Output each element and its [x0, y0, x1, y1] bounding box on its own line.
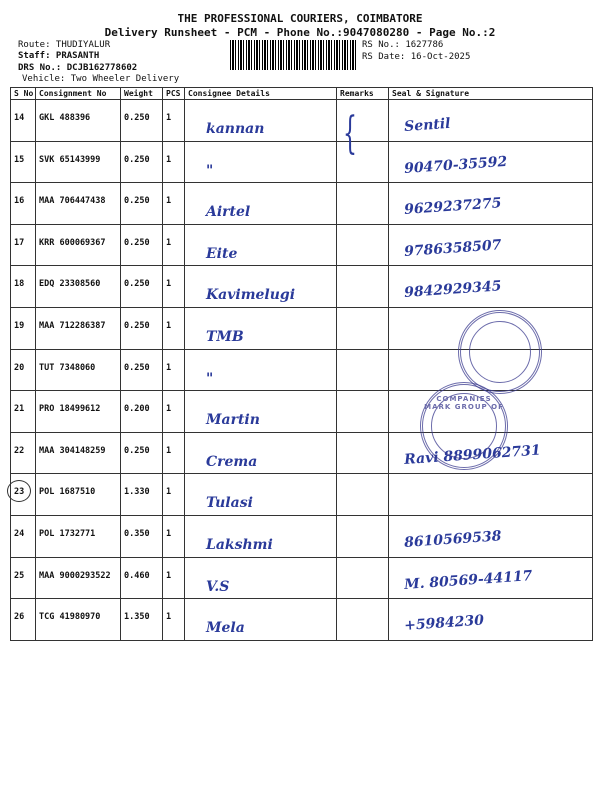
consignee-cell — [185, 307, 337, 349]
signature-handwriting: Ravi 8899062731 — [403, 442, 542, 468]
consignee-handwriting: Tulasi — [206, 495, 253, 512]
col-consignment: Consignment No — [36, 88, 121, 100]
rs-number: RS No.: 1627786 — [362, 40, 444, 50]
pcs-cell: 1 — [163, 349, 185, 391]
col-pcs: PCS — [163, 88, 185, 100]
weight-cell: 0.250 — [121, 349, 163, 391]
pcs-cell: 1 — [163, 474, 185, 516]
signature-cell — [389, 224, 593, 266]
consignee-handwriting: kannan — [206, 121, 265, 137]
signature-handwriting: M. 80569-44117 — [403, 567, 533, 593]
consignee-handwriting: Martin — [206, 412, 260, 429]
signature-handwriting: 9786358507 — [403, 237, 502, 260]
table-row — [11, 599, 593, 641]
rs-date: RS Date: 16-Oct-2025 — [362, 52, 471, 62]
pcs-cell: 1 — [163, 224, 185, 266]
consignment-cell: POL 1687510 — [36, 474, 121, 516]
remarks-cell — [337, 474, 389, 516]
consignee-handwriting: Eite — [206, 245, 238, 262]
signature-cell — [389, 599, 593, 641]
col-weight: Weight — [121, 88, 163, 100]
signature-handwriting: 9629237275 — [403, 195, 502, 219]
staff-label: Staff: PRASANTH — [18, 51, 100, 61]
sno-cell: 21 — [11, 391, 36, 433]
consignee-handwriting: Mela — [206, 620, 245, 637]
remarks-cell — [337, 224, 389, 266]
signature-handwriting — [392, 480, 589, 494]
consignee-cell — [185, 474, 337, 516]
consignee-cell — [185, 349, 337, 391]
weight-cell: 1.350 — [121, 599, 163, 641]
signature-cell — [389, 141, 593, 183]
pcs-cell: 1 — [163, 141, 185, 183]
consignee-cell — [185, 432, 337, 474]
drs-number: DRS No.: DCJB162778602 — [18, 63, 138, 73]
consignment-cell: KRR 600069367 — [36, 224, 121, 266]
company-seal-stamp — [458, 310, 542, 394]
consignee-handwriting: " — [206, 162, 214, 179]
runsheet-subtitle: Delivery Runsheet - PCM - Phone No.:9047080280 - Page No.:2 — [104, 26, 496, 39]
consignee-cell — [185, 183, 337, 225]
route-label: Route: THUDIYALUR — [18, 40, 111, 50]
pcs-cell: 1 — [163, 432, 185, 474]
weight-cell: 0.460 — [121, 557, 163, 599]
company-seal-stamp — [420, 382, 508, 470]
sno-cell: 16 — [11, 183, 36, 225]
consignee-handwriting: Airtel — [206, 204, 251, 221]
consignee-cell — [185, 141, 337, 183]
pcs-cell: 1 — [163, 599, 185, 641]
consignee-cell — [185, 100, 337, 142]
signature-cell — [389, 557, 593, 599]
consignment-cell: MAA 712286387 — [36, 307, 121, 349]
weight-cell: 0.350 — [121, 515, 163, 557]
weight-cell: 0.250 — [121, 141, 163, 183]
consignment-cell: MAA 706447438 — [36, 183, 121, 225]
table-row — [11, 141, 593, 183]
consignee-handwriting: Crema — [206, 453, 258, 470]
weight-cell: 0.250 — [121, 307, 163, 349]
sno-cell: 19 — [11, 307, 36, 349]
stamp-text: COMPANIES MARK GROUP OF — [424, 395, 504, 411]
consignee-cell — [185, 224, 337, 266]
remarks-cell — [337, 349, 389, 391]
weight-cell: 1.330 — [121, 474, 163, 516]
consignment-cell: GKL 488396 — [36, 100, 121, 142]
pcs-cell: 1 — [163, 307, 185, 349]
pcs-cell: 1 — [163, 515, 185, 557]
sno-cell: 17 — [11, 224, 36, 266]
remarks-cell — [337, 557, 389, 599]
consignment-cell: EDQ 23308560 — [36, 266, 121, 308]
col-remarks: Remarks — [337, 88, 389, 100]
remarks-cell — [337, 432, 389, 474]
signature-handwriting: 8610569538 — [403, 528, 502, 551]
company-title: THE PROFESSIONAL COURIERS, COIMBATORE — [177, 12, 423, 25]
consignee-handwriting: Lakshmi — [206, 536, 273, 553]
sno-cell: 24 — [11, 515, 36, 557]
table-header-row — [11, 88, 593, 100]
col-seal-signature: Seal & Signature — [389, 88, 593, 100]
consignee-cell — [185, 266, 337, 308]
weight-cell: 0.250 — [121, 266, 163, 308]
remarks-cell — [337, 183, 389, 225]
col-sno: S No — [11, 88, 36, 100]
remarks-cell — [337, 391, 389, 433]
barcode — [230, 40, 358, 70]
consignment-cell: PRO 18499612 — [36, 391, 121, 433]
vehicle-label: Vehicle: Two Wheeler Delivery — [22, 74, 180, 84]
sno-cell: 25 — [11, 557, 36, 599]
sno-cell: 15 — [11, 141, 36, 183]
consignee-cell — [185, 391, 337, 433]
signature-cell — [389, 266, 593, 308]
pcs-cell: 1 — [163, 557, 185, 599]
table-row — [11, 224, 593, 266]
consignment-cell: TUT 7348060 — [36, 349, 121, 391]
sno-cell: 26 — [11, 599, 36, 641]
consignment-cell: TCG 41980970 — [36, 599, 121, 641]
weight-cell: 0.250 — [121, 224, 163, 266]
sno-cell: 18 — [11, 266, 36, 308]
signature-handwriting: Sentil — [403, 115, 451, 136]
weight-cell: 0.250 — [121, 100, 163, 142]
signature-handwriting: +5984230 — [403, 612, 485, 635]
col-consignee: Consignee Details — [185, 88, 337, 100]
weight-cell: 0.250 — [121, 432, 163, 474]
signature-cell — [389, 474, 593, 516]
weight-cell: 0.250 — [121, 183, 163, 225]
consignee-cell — [185, 557, 337, 599]
consignee-handwriting: " — [206, 370, 214, 387]
remarks-brace-mark: { — [343, 108, 357, 159]
signature-cell — [389, 183, 593, 225]
row-23-circle-mark — [7, 480, 31, 502]
remarks-cell — [337, 266, 389, 308]
signature-cell — [389, 515, 593, 557]
consignment-cell: POL 1732771 — [36, 515, 121, 557]
consignment-cell: MAA 304148259 — [36, 432, 121, 474]
table-row — [11, 474, 593, 516]
sno-cell: 14 — [11, 100, 36, 142]
pcs-cell: 1 — [163, 391, 185, 433]
sno-cell: 20 — [11, 349, 36, 391]
remarks-cell — [337, 599, 389, 641]
sno-cell: 23 — [11, 474, 36, 516]
remarks-cell — [337, 515, 389, 557]
table-row — [11, 557, 593, 599]
weight-cell: 0.200 — [121, 391, 163, 433]
signature-cell — [389, 100, 593, 142]
table-row — [11, 515, 593, 557]
consignee-cell — [185, 599, 337, 641]
consignment-cell: SVK 65143999 — [36, 141, 121, 183]
sno-cell: 22 — [11, 432, 36, 474]
table-row — [11, 100, 593, 142]
pcs-cell: 1 — [163, 266, 185, 308]
consignee-handwriting: Kavimelugi — [206, 287, 296, 304]
consignee-handwriting: TMB — [206, 328, 244, 345]
consignee-handwriting: V.S — [206, 578, 230, 595]
signature-handwriting: 9842929345 — [403, 278, 502, 302]
consignee-cell — [185, 515, 337, 557]
consignment-cell: MAA 9000293522 — [36, 557, 121, 599]
pcs-cell: 1 — [163, 100, 185, 142]
signature-handwriting: 90470-35592 — [403, 153, 508, 177]
table-row — [11, 183, 593, 225]
remarks-cell — [337, 307, 389, 349]
table-row — [11, 266, 593, 308]
pcs-cell: 1 — [163, 183, 185, 225]
